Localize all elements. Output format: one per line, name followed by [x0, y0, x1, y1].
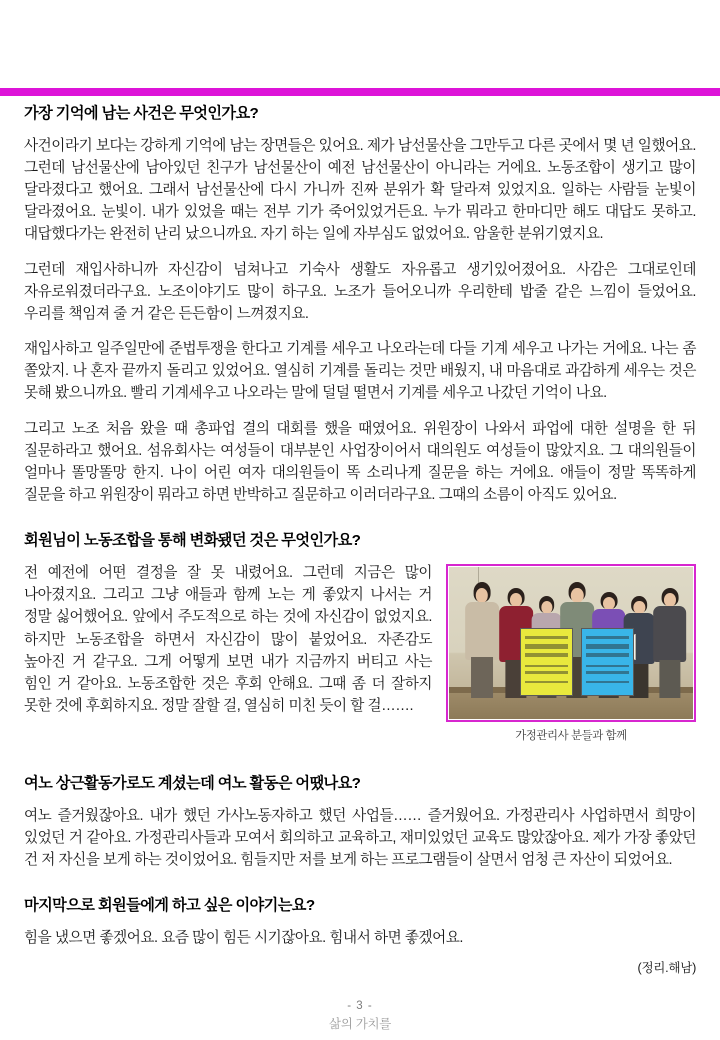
page-number: - 3 - [347, 1000, 373, 1012]
answer-paragraph-4-1: 힘을 냈으면 좋겠어요. 요즘 많이 힘든 시기잖아요. 힘내서 하면 좋겠어요. [24, 930, 464, 947]
torso-shape [465, 602, 499, 660]
answer-paragraph-1-3: 재입사하고 일주일만에 준법투쟁을 한다고 기계를 세우고 나오라는데 다들 기계 세우고 나가는 거에요. 나는 좀 쫄았지. 나 혼자 끝까지 돌리고 있었어요. 열심히 기계를 돌리는 것만 배웠지, 내 마음대로 과감하게 세우는 것은 못해 봤으니까요. 빨리 기계세우고 나오라는 말에 덜덜 떨면서 기계를 세우고 나갔던 기억이 나요. [24, 341, 696, 402]
poster-line [525, 681, 568, 684]
poster-line [586, 653, 629, 658]
article-content [24, 104, 696, 976]
header-accent-rule [0, 88, 720, 96]
poster-line [525, 665, 568, 668]
poster-line [586, 665, 629, 668]
torso-shape [653, 606, 687, 662]
legs-shape [659, 660, 680, 698]
poster-line [586, 636, 629, 639]
person-figure [652, 585, 689, 697]
photo-caption: 가정관리사 분들과 함께 [515, 730, 627, 743]
page-footer [0, 1000, 720, 1032]
answer-paragraph-1-1: 사건이라기 보다는 강하게 기억에 남는 장면들은 있어요. 제가 남선물산을 그만두고 다른 곳에서 몇 년 일했어요. 그런데 남선물산에 남아있던 친구가 남선물산이 예전 남선물산이 아니라는 거에요. 노동조합이 생기고 많이 달라졌다고 했어요. 그래서 남선물산에 다시 가니까 진짜 분위가 확 달라져 있었지요. 일하는 사람들 눈빛이 달라졌어요. 눈빛이. 내가 있었을 때는 전부 기가 죽어있었거든요. 누가 뭐라고 한마디만 해도 대답도 못하고. 대답했다가는 완전히 난리 났으니까요. 자기 하는 일에 자부심도 없었어요. 암울한 분위기였지요. [24, 137, 696, 243]
head-shape [571, 588, 583, 603]
poster-line [525, 644, 568, 649]
poster-line [586, 681, 629, 684]
photo-frame [446, 564, 696, 722]
poster-blue [581, 628, 635, 696]
question-heading-3: 여노 상근활동가로도 계셨는데 여노 활동은 어땠나요? [24, 775, 361, 793]
legs-shape [471, 657, 493, 697]
person-figure [464, 582, 501, 698]
question-heading-1: 가장 기억에 남는 사건은 무엇인가요? [24, 105, 259, 122]
answer-paragraph-1-4: 그리고 노조 처음 왔을 때 총파업 결의 대회를 했을 때였어요. 위원장이 나와서 파업에 대한 설명을 한 뒤 질문하라고 했어요. 섬유회사는 여성들이 대부분인 사업장이어서 대의원도 여성들이 많았지요. 그 대의원들이 얼마나 똘망똘망 한지. 나이 어린 여자 대의원들이 똑 소리나게 질문을 하는 거에요. 애들이 정말 똑똑하게 질문을 하고 위원장이 뭐라고 하면 반박하고 질문하고 이러더라구요. 그때의 소름이 아직도 있어요. [24, 420, 696, 504]
question-heading-4: 마지막으로 회원들에게 하고 싶은 이야기는요? [24, 897, 315, 915]
poster-line [525, 636, 568, 639]
answer-paragraph-3-1: 여노 즐거웠잖아요. 내가 했던 가사노동자하고 했던 사업들…… 즐거웠어요. 가정관리사 사업하면서 희망이 있었던 거 같아요. 가정관리사들과 모여서 회의하고 교육하고, 재미있었던 교육도 많았잖아요. 제가 가장 좋았던 건 저 자신을 보게 하는 것이었어요. 힘들지만 저를 보게 하는 프로그램들이 살면서 엄청 큰 자산이 되었어요. [24, 807, 696, 869]
group-photo-home-managers [449, 567, 693, 719]
poster-line [525, 671, 568, 674]
poster-line [586, 644, 629, 649]
attribution-line: (정리.해남) [637, 961, 696, 976]
poster-line [525, 653, 568, 658]
poster-line [586, 671, 629, 674]
footer-tagline: 삶의 가치를 [328, 1017, 392, 1031]
answer-paragraph-1-2: 그런데 재입사하니까 자신감이 넘쳐나고 기숙사 생활도 자유롭고 생기있어졌어요. 사감은 그대로인데 자유로워졌더라구요. 노조이야기도 많이 하구요. 노조가 들어오니까 우리한테 밥줄 같은 느낌이 들었어요. 우리를 책임져 줄 거 같은 든든함이 느껴졌지요. [24, 261, 696, 322]
poster-yellow [520, 628, 574, 696]
group-photo-figure [446, 564, 696, 743]
question-heading-2: 회원님이 노동조합을 통해 변화됐던 것은 무엇인가요? [24, 532, 361, 550]
answer-paragraph-2-1: 전 예전에 어떤 결정을 잘 못 내렸어요. 그런데 지금은 많이 나아졌지요. 그리고 그냥 애들과 함께 노는 게 좋았지 나서는 거 정말 싫어했어요. 앞에서 주도적으로 하는 것에 자신감이 없었지요. 하지만 노동조합을 하면서 자신감이 많이 붙었어요. 자존감도 높아진 거 같구요. 그게 어떻게 보면 내가 지금까지 버티고 사는 힘인 거 같아요. 노동조합한 것은 후회 안해요. 그때 좀 더 잘하지 못한 것에 후회하지요. 정말 잘할 걸, 열심히 미친 듯이 할 걸……. [24, 565, 432, 715]
